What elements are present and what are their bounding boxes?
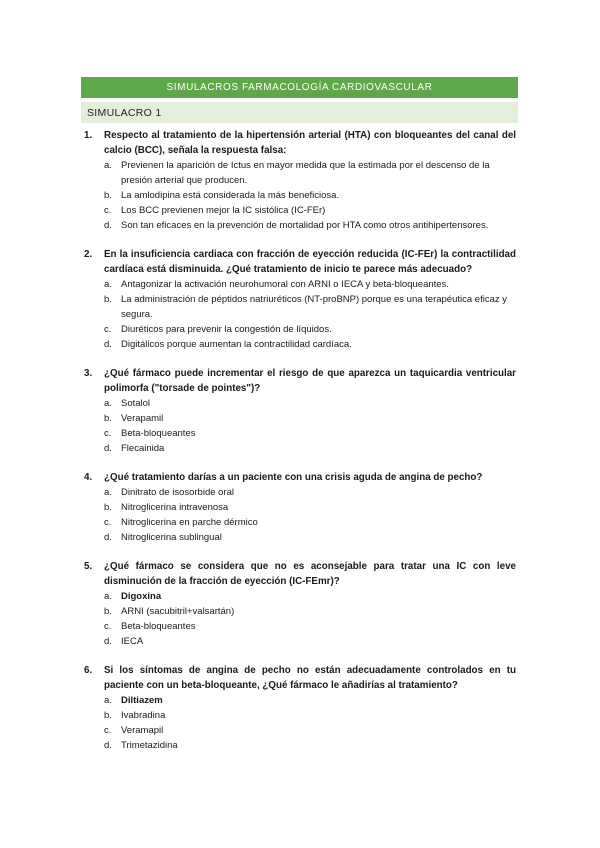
question-list <box>84 128 516 767</box>
question-stem <box>84 366 516 396</box>
question-item <box>84 247 516 352</box>
option-letter: c. <box>104 324 112 335</box>
question-text: Respecto al tratamiento de la hipertensión arterial (HTA) con bloqueantes del canal del calcio (BCC), señala la respuesta falsa: <box>104 130 516 156</box>
question-item <box>84 128 516 233</box>
question-stem <box>84 663 516 693</box>
option-letter: d. <box>104 532 112 543</box>
option-list <box>84 158 516 233</box>
option-letter: c. <box>104 621 112 632</box>
option-list <box>84 396 516 456</box>
answer-option <box>104 634 516 649</box>
question-text: En la insuficiencia cardiaca con fracción de eyección reducida (IC-FEr) la contractilidad cardíaca está disminuida. ¿Qué tratamiento de inicio te parece más adecuado? <box>104 249 516 275</box>
option-letter: a. <box>104 487 112 498</box>
option-letter: a. <box>104 160 112 171</box>
option-text: Beta-bloqueantes <box>121 428 196 439</box>
option-letter: b. <box>104 710 112 721</box>
option-text: Trimetazidina <box>121 740 178 751</box>
answer-option <box>104 708 516 723</box>
question-stem <box>84 128 516 158</box>
question-number: 4. <box>84 472 93 483</box>
answer-option <box>104 277 516 292</box>
option-letter: b. <box>104 190 112 201</box>
question-number: 5. <box>84 561 93 572</box>
option-list <box>84 485 516 545</box>
option-letter: d. <box>104 220 112 231</box>
option-letter: b. <box>104 294 112 305</box>
question-text: ¿Qué tratamiento darías a un paciente con una crisis aguda de angina de pecho? <box>104 472 483 483</box>
option-text: Diltiazem <box>121 695 163 706</box>
answer-option <box>104 500 516 515</box>
option-letter: a. <box>104 591 112 602</box>
question-text: ¿Qué fármaco se considera que no es aconsejable para tratar una IC con leve disminución de la fracción de eyección (IC-FEmr)? <box>104 561 516 587</box>
option-text: La amlodipina está considerada la más beneficiosa. <box>121 190 340 201</box>
answer-option <box>104 693 516 708</box>
option-letter: d. <box>104 339 112 350</box>
section-heading: SIMULACRO 1 <box>81 102 518 123</box>
answer-option <box>104 292 516 322</box>
option-text: Los BCC previenen mejor la IC sistólica (IC-FEr) <box>121 205 326 216</box>
answer-option <box>104 337 516 352</box>
answer-option <box>104 188 516 203</box>
option-text: ARNI (sacubitril+valsartán) <box>121 606 235 617</box>
question-item <box>84 366 516 456</box>
question-stem <box>84 247 516 277</box>
option-text: La administración de péptidos natriuréticos (NT-proBNP) porque es una terapéutica eficaz y segura. <box>121 294 508 320</box>
question-stem <box>84 470 516 485</box>
option-letter: d. <box>104 636 112 647</box>
option-letter: a. <box>104 398 112 409</box>
option-letter: c. <box>104 428 112 439</box>
option-text: Nitroglicerina en parche dérmico <box>121 517 258 528</box>
option-text: Son tan eficaces en la prevención de mortalidad por HTA como otros antihipertensores. <box>121 220 489 231</box>
option-list <box>84 589 516 649</box>
question-number: 1. <box>84 130 93 141</box>
question-text: Si los síntomas de angina de pecho no están adecuadamente controlados en tu paciente con un beta-bloqueante, ¿Qué fármaco le añadirías al tratamiento? <box>104 665 516 691</box>
option-text: Sotalol <box>121 398 151 409</box>
question-number: 3. <box>84 368 93 379</box>
option-text: Beta-bloqueantes <box>121 621 196 632</box>
question-stem <box>84 559 516 589</box>
question-item <box>84 470 516 545</box>
answer-option <box>104 723 516 738</box>
option-text: Previenen la aparición de Ictus en mayor medida que la estimada por el descenso de la presión arterial que producen. <box>121 160 490 186</box>
answer-option <box>104 218 516 233</box>
option-text: Nitroglicerina sublingual <box>121 532 222 543</box>
option-letter: b. <box>104 606 112 617</box>
option-text: Dinitrato de isosorbide oral <box>121 487 235 498</box>
answer-option <box>104 515 516 530</box>
option-text: Digitálicos porque aumentan la contractilidad cardíaca. <box>121 339 352 350</box>
option-text: Antagonizar la activación neurohumoral con ARNI o IECA y beta-bloqueantes. <box>121 279 449 290</box>
option-text: Ivabradina <box>121 710 166 721</box>
answer-option <box>104 485 516 500</box>
option-list <box>84 277 516 352</box>
option-letter: c. <box>104 517 112 528</box>
option-text: Nitroglicerina intravenosa <box>121 502 229 513</box>
option-letter: b. <box>104 502 112 513</box>
answer-option <box>104 322 516 337</box>
option-letter: d. <box>104 443 112 454</box>
answer-option <box>104 396 516 411</box>
question-number: 2. <box>84 249 93 260</box>
answer-option <box>104 426 516 441</box>
answer-option <box>104 530 516 545</box>
option-letter: c. <box>104 205 112 216</box>
option-text: Diuréticos para prevenir la congestión de líquidos. <box>121 324 332 335</box>
answer-option <box>104 441 516 456</box>
option-letter: a. <box>104 279 112 290</box>
option-text: IECA <box>121 636 144 647</box>
option-letter: b. <box>104 413 112 424</box>
question-text: ¿Qué fármaco puede incrementar el riesgo de que aparezca un taquicardia ventricular polimorfa ("torsade de pointes")? <box>104 368 516 394</box>
question-item <box>84 559 516 649</box>
option-text: Verapamil <box>121 413 164 424</box>
answer-option <box>104 411 516 426</box>
option-text: Digoxina <box>121 591 162 602</box>
option-text: Flecainida <box>121 443 165 454</box>
question-item <box>84 663 516 753</box>
answer-option <box>104 158 516 188</box>
option-letter: d. <box>104 740 112 751</box>
answer-option <box>104 203 516 218</box>
option-letter: c. <box>104 725 112 736</box>
question-number: 6. <box>84 665 93 676</box>
answer-option <box>104 619 516 634</box>
answer-option <box>104 738 516 753</box>
answer-option <box>104 604 516 619</box>
answer-option <box>104 589 516 604</box>
option-list <box>84 693 516 753</box>
option-text: Veramapil <box>121 725 164 736</box>
option-letter: a. <box>104 695 112 706</box>
document-title: SIMULACROS FARMACOLOGÍA CARDIOVASCULAR <box>81 77 518 98</box>
